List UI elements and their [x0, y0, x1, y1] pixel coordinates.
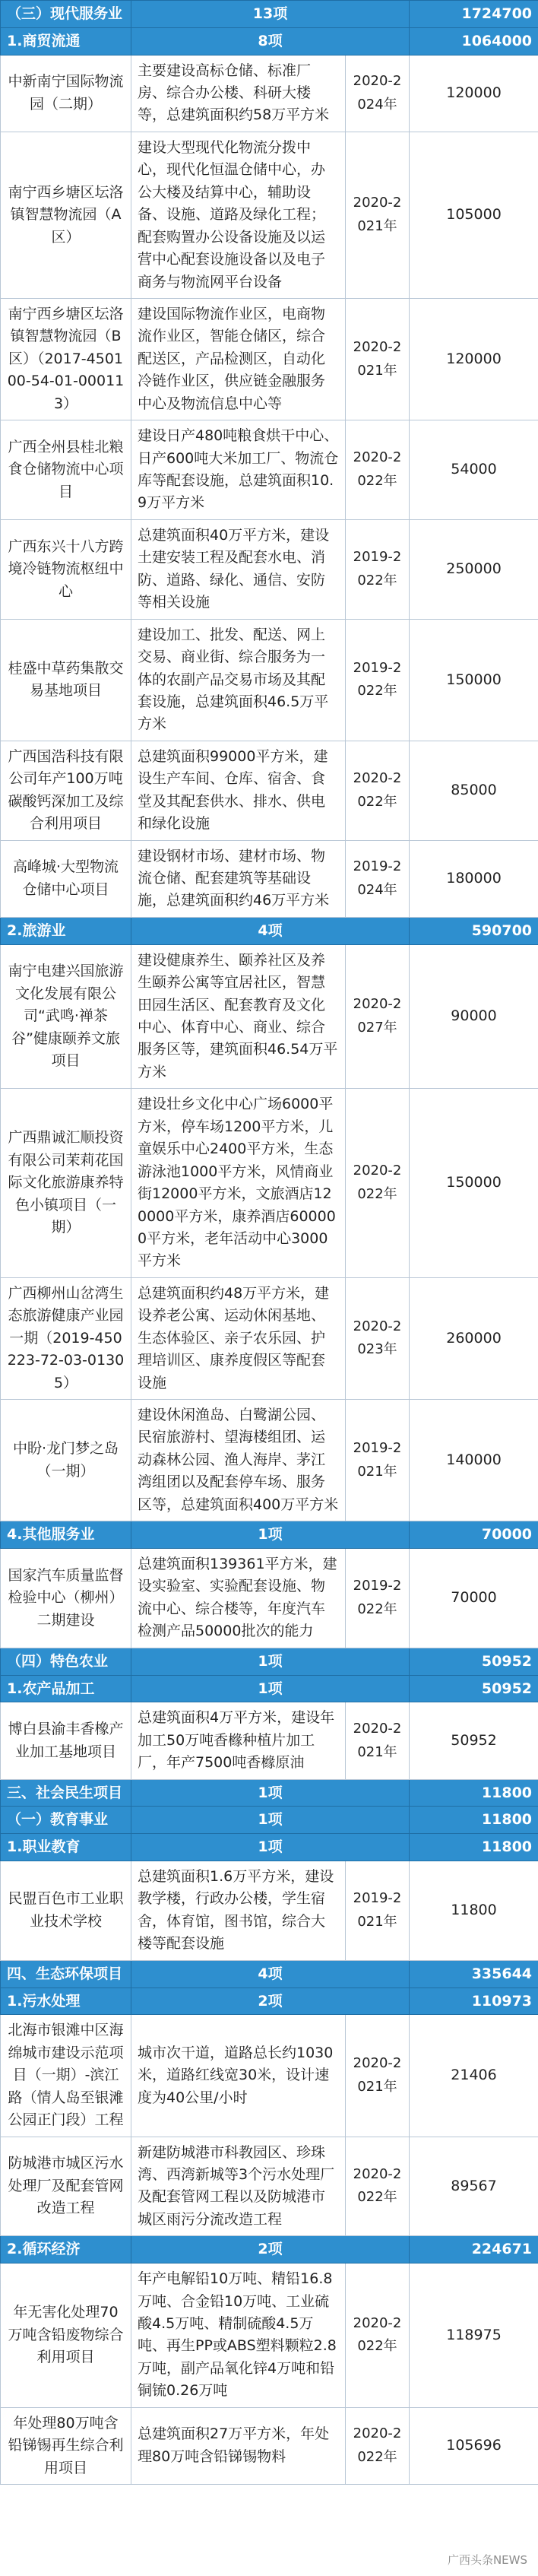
- project-row: [1, 2264, 538, 2408]
- section-total: 50952: [410, 1675, 538, 1702]
- project-investment: 120000: [410, 55, 538, 132]
- project-years: 2020-2021年: [346, 1702, 410, 1779]
- watermark-text: 广西头条NEWS: [447, 2553, 527, 2567]
- project-name: 博白县渝丰香橡产业加工基地项目: [1, 1702, 131, 1779]
- project-name: 南宁西乡塘区坛洛镇智慧物流园（B区）（2017-450100-54-01-000113）: [1, 298, 131, 420]
- project-description: 总建筑面积139361平方米，建设实验室、实验配套设施、物流中心、综合楼等，年度汽车检测产品50000批次的能力: [131, 1549, 346, 1648]
- section-count: 2项: [131, 1988, 410, 2015]
- project-years: 2020-2022年: [346, 741, 410, 840]
- section-label: （一）教育事业: [1, 1807, 131, 1834]
- project-name: 南宁西乡塘区坛洛镇智慧物流园（A区）: [1, 132, 131, 298]
- project-years: 2020-2022年: [346, 2407, 410, 2484]
- section-total: 1064000: [410, 27, 538, 55]
- section-header-row: [1, 1807, 538, 1834]
- section-label: 三、社会民生项目: [1, 1779, 131, 1807]
- project-row: [1, 1400, 538, 1521]
- project-name: 南宁电建兴国旅游文化发展有限公司“武鸣·禅茶谷”健康颐养文旅项目: [1, 944, 131, 1089]
- project-years: 2020-2027年: [346, 944, 410, 1089]
- section-label: （三）现代服务业: [1, 1, 131, 28]
- project-description: 建设国际物流作业区，电商物流作业区，智能仓储区，综合配送区，产品检测区，自动化冷链作业区，供应链金融服务中心及物流信息中心等: [131, 298, 346, 420]
- section-count: 1项: [131, 1807, 410, 1834]
- project-investment: 105696: [410, 2407, 538, 2484]
- project-investment: 120000: [410, 298, 538, 420]
- section-count: 8项: [131, 27, 410, 55]
- project-name: 桂盛中草药集散交易基地项目: [1, 619, 131, 741]
- section-total: 224671: [410, 2236, 538, 2264]
- section-count: 1项: [131, 1834, 410, 1861]
- project-name: 中新南宁国际物流园（二期）: [1, 55, 131, 132]
- section-label: 四、生态环保项目: [1, 1960, 131, 1988]
- project-row: [1, 420, 538, 520]
- project-investment: 21406: [410, 2015, 538, 2137]
- project-row: [1, 1089, 538, 1278]
- project-description: 建设休闲渔岛、白鹭湖公园、民宿旅游村、望海楼组团、运动森林公园、渔人海岸、茅江湾组团以及配套停车场、服务区等，总建筑面积400万平方米: [131, 1400, 346, 1521]
- project-investment: 50952: [410, 1702, 538, 1779]
- project-investment: 105000: [410, 132, 538, 298]
- project-row: [1, 2407, 538, 2484]
- project-row: [1, 1702, 538, 1779]
- section-total: 1724700: [410, 1, 538, 28]
- project-years: 2020-2023年: [346, 1277, 410, 1399]
- section-label: 1.商贸流通: [1, 27, 131, 55]
- project-description: 总建筑面积99000平方米，建设生产车间、仓库、宿舍、食堂及其配套供水、排水、供电和绿化设施: [131, 741, 346, 840]
- project-row: [1, 619, 538, 741]
- section-label: 1.农产品加工: [1, 1675, 131, 1702]
- project-row: [1, 298, 538, 420]
- project-years: 2019-2022年: [346, 1549, 410, 1648]
- project-row: [1, 1861, 538, 1961]
- project-investment: 70000: [410, 1549, 538, 1648]
- project-name: 年无害化处理70万吨含铅废物综合利用项目: [1, 2264, 131, 2408]
- project-row: [1, 2137, 538, 2236]
- section-label: （四）特色农业: [1, 1648, 131, 1675]
- project-row: [1, 1277, 538, 1399]
- section-count: 4项: [131, 917, 410, 944]
- section-total: 11800: [410, 1779, 538, 1807]
- project-investment: 150000: [410, 1089, 538, 1278]
- section-count: 1项: [131, 1648, 410, 1675]
- project-investment: 118975: [410, 2264, 538, 2408]
- project-years: 2020-2021年: [346, 298, 410, 420]
- project-name: 广西鼎诚汇顺投资有限公司茉莉花国际文化旅游康养特色小镇项目（一期）: [1, 1089, 131, 1278]
- section-total: 11800: [410, 1807, 538, 1834]
- project-description: 建设日产480吨粮食烘干中心、日产600吨大米加工厂、物流仓库等配套设施，总建筑面积10.9万平方米: [131, 420, 346, 520]
- section-total: 50952: [410, 1648, 538, 1675]
- project-investment: 85000: [410, 741, 538, 840]
- project-name: 广西东兴十八方跨境冷链物流枢纽中心: [1, 519, 131, 619]
- section-label: 2.旅游业: [1, 917, 131, 944]
- project-investment: 90000: [410, 944, 538, 1089]
- section-header-row: [1, 1779, 538, 1807]
- section-header-row: [1, 2236, 538, 2264]
- section-label: 4.其他服务业: [1, 1521, 131, 1549]
- section-header-row: [1, 1834, 538, 1861]
- section-header-row: [1, 1648, 538, 1675]
- project-investment: 54000: [410, 420, 538, 520]
- project-name: 年处理80万吨含铅锑锡再生综合利用项目: [1, 2407, 131, 2484]
- section-total: 70000: [410, 1521, 538, 1549]
- project-description: 新建防城港市科教园区、珍珠湾、西湾新城等3个污水处理厂及配套管网工程以及防城港市城区雨污分流改造工程: [131, 2137, 346, 2236]
- project-row: [1, 519, 538, 619]
- project-years: 2019-2021年: [346, 1400, 410, 1521]
- project-investment: 89567: [410, 2137, 538, 2236]
- section-label: 2.循环经济: [1, 2236, 131, 2264]
- project-description: 总建筑面积1.6万平方米，建设教学楼，行政办公楼，学生宿舍，体育馆，图书馆，综合大楼等配套设施: [131, 1861, 346, 1961]
- project-description: 总建筑面积约48万平方米，建设养老公寓、运动休闲基地、生态体验区、亲子农乐园、护理培训区、康养度假区等配套设施: [131, 1277, 346, 1399]
- project-row: [1, 840, 538, 917]
- project-description: 建设大型现代化物流分拨中心，现代化恒温仓储中心，办公大楼及结算中心，辅助设备、设施、道路及绿化工程；配套购置办公设备设施及以运营中心配套设施设备以及电子商务与物流网平台设备: [131, 132, 346, 298]
- project-name: 广西全州县桂北粮食仓储物流中心项目: [1, 420, 131, 520]
- project-name: 防城港市城区污水处理厂及配套管网改造工程: [1, 2137, 131, 2236]
- project-row: [1, 944, 538, 1089]
- project-description: 建设健康养生、颐养社区及养生颐养公寓等宜居社区，智慧田园生活区、配套教育及文化中心、体育中心、商业、综合服务区等，建筑面积46.54万平方米: [131, 944, 346, 1089]
- section-total: 11800: [410, 1834, 538, 1861]
- project-investment: 260000: [410, 1277, 538, 1399]
- project-investment: 140000: [410, 1400, 538, 1521]
- project-description: 总建筑面积27万平方米，年处理80万吨含铅锑锡物料: [131, 2407, 346, 2484]
- project-row: [1, 2015, 538, 2137]
- section-label: 1.污水处理: [1, 1988, 131, 2015]
- project-name: 广西国浩科技有限公司年产100万吨碳酸钙深加工及综合利用项目: [1, 741, 131, 840]
- project-description: 建设钢材市场、建材市场、物流仓储、配套建筑等基础设施，总建筑面积约46万平方米: [131, 840, 346, 917]
- section-count: 1项: [131, 1675, 410, 1702]
- section-label: 1.职业教育: [1, 1834, 131, 1861]
- project-years: 2020-2021年: [346, 2015, 410, 2137]
- project-investment: 11800: [410, 1861, 538, 1961]
- project-investment: 180000: [410, 840, 538, 917]
- section-total: 110973: [410, 1988, 538, 2015]
- section-count: 2项: [131, 2236, 410, 2264]
- project-years: 2020-2022年: [346, 420, 410, 520]
- section-total: 590700: [410, 917, 538, 944]
- project-years: 2020-2021年: [346, 132, 410, 298]
- project-name: 民盟百色市工业职业技术学校: [1, 1861, 131, 1961]
- section-header-row: [1, 1521, 538, 1549]
- project-description: 建设壮乡文化中心广场6000平方米，停车场1200平方米，儿童娱乐中心2400平方米，生态游泳池1000平方米，风情商业街12000平方米，文旅酒店120000平方米，康养酒店600000平方米，老年活动中心3000平方米: [131, 1089, 346, 1278]
- project-description: 主要建设高标仓储、标准厂房、综合办公楼、科研大楼等，总建筑面积约58万平方米: [131, 55, 346, 132]
- project-name: 国家汽车质量监督检验中心（柳州）二期建设: [1, 1549, 131, 1648]
- project-years: 2019-2021年: [346, 1861, 410, 1961]
- project-row: [1, 132, 538, 298]
- section-header-row: [1, 1, 538, 28]
- section-count: 4项: [131, 1960, 410, 1988]
- project-description: 总建筑面积40万平方米，建设土建安装工程及配套水电、消防、道路、绿化、通信、安防等相关设施: [131, 519, 346, 619]
- project-years: 2020-2022年: [346, 2264, 410, 2408]
- project-name: 北海市银滩中区海绵城市建设示范项目（一期）-滨江路（情人岛至银滩公园正门段）工程: [1, 2015, 131, 2137]
- section-header-row: [1, 917, 538, 944]
- section-header-row: [1, 1988, 538, 2015]
- section-count: 13项: [131, 1, 410, 28]
- project-investment: 150000: [410, 619, 538, 741]
- section-total: 335644: [410, 1960, 538, 1988]
- project-description: 城市次干道，道路总长约1030米，道路红线宽30米，设计速度为40公里/小时: [131, 2015, 346, 2137]
- project-row: [1, 741, 538, 840]
- project-years: 2020-2024年: [346, 55, 410, 132]
- section-header-row: [1, 27, 538, 55]
- project-years: 2020-2022年: [346, 2137, 410, 2236]
- section-count: 1项: [131, 1521, 410, 1549]
- project-row: [1, 1549, 538, 1648]
- project-description: 总建筑面积4万平方米，建设年加工50万吨香橼种植片加工厂，年产7500吨香橼原油: [131, 1702, 346, 1779]
- project-investment: 250000: [410, 519, 538, 619]
- section-header-row: [1, 1675, 538, 1702]
- project-description: 建设加工、批发、配送、网上交易、商业街、综合服务为一体的农副产品交易市场及其配套设施，总建筑面积46.5万平方米: [131, 619, 346, 741]
- section-header-row: [1, 1960, 538, 1988]
- project-years: 2019-2022年: [346, 619, 410, 741]
- project-description: 年产电解铅10万吨、精铅16.8万吨、合金铅10万吨、工业硫酸4.5万吨、精制硫酸4.5万吨、再生PP或ABS塑料颗粒2.8万吨，副产品氧化锌4万吨和铅铜锍0.26万吨: [131, 2264, 346, 2408]
- project-years: 2020-2022年: [346, 1089, 410, 1278]
- project-row: [1, 55, 538, 132]
- project-name: 高峰城·大型物流仓储中心项目: [1, 840, 131, 917]
- section-count: 1项: [131, 1779, 410, 1807]
- project-table-body: [1, 1, 538, 2485]
- project-years: 2019-2022年: [346, 519, 410, 619]
- project-years: 2019-2024年: [346, 840, 410, 917]
- project-name: 广西柳州山岔湾生态旅游健康产业园一期（2019-450223-72-03-01305）: [1, 1277, 131, 1399]
- project-name: 中盼·龙门梦之岛（一期）: [1, 1400, 131, 1521]
